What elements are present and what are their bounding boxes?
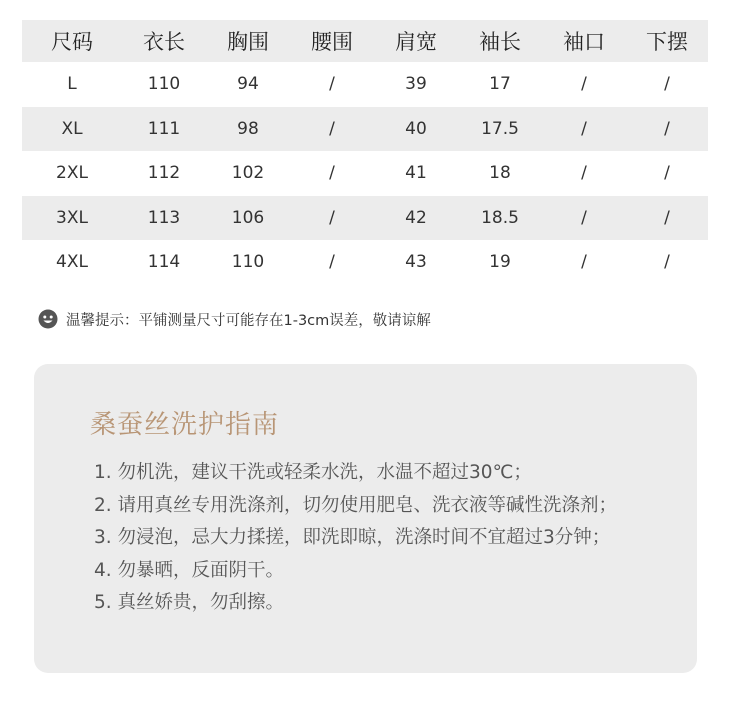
cell-hem: / <box>664 207 670 228</box>
cell-length: 112 <box>147 163 181 184</box>
cell-size: 3XL <box>56 207 88 228</box>
header-shoulder: 肩宽 <box>395 30 437 54</box>
header-waist: 腰围 <box>311 30 353 54</box>
cell-sleeve-length: 18 <box>489 163 511 184</box>
cell-cuff: / <box>581 118 587 139</box>
cell-length: 110 <box>147 74 181 95</box>
size-table-header <box>22 20 708 62</box>
header-length: 衣长 <box>143 30 185 54</box>
cell-cuff: / <box>581 252 587 273</box>
cell-shoulder: 39 <box>405 74 427 95</box>
cell-hem: / <box>664 74 670 95</box>
cell-shoulder: 40 <box>405 118 427 139</box>
table-row <box>22 240 708 285</box>
cell-waist: / <box>329 207 335 228</box>
cell-sleeve-length: 17 <box>489 74 511 95</box>
table-row <box>22 62 708 107</box>
cell-cuff: / <box>581 163 587 184</box>
cell-sleeve-length: 18.5 <box>481 207 519 228</box>
list-item: 2. 请用真丝专用洗涤剂，切勿使用肥皂、洗衣液等碱性洗涤剂； <box>94 494 618 516</box>
header-cuff: 袖口 <box>563 30 605 54</box>
list-item: 4. 勿暴晒，反面阴干。 <box>94 559 285 581</box>
cell-length: 111 <box>147 118 181 139</box>
cell-chest: 94 <box>237 74 259 95</box>
cell-size: L <box>67 74 77 95</box>
smiley-face-icon <box>38 309 58 329</box>
cell-chest: 102 <box>231 163 265 184</box>
table-row <box>22 151 708 196</box>
list-item: 3. 勿浸泡，忌大力揉搓，即洗即晾，洗涤时间不宜超过3分钟； <box>94 527 611 548</box>
cell-sleeve-length: 19 <box>489 252 511 273</box>
table-row <box>22 107 708 152</box>
care-guide-card <box>34 364 697 673</box>
table-row <box>22 196 708 241</box>
cell-length: 113 <box>147 207 181 228</box>
cell-chest: 98 <box>237 118 259 139</box>
cell-sleeve-length: 17.5 <box>481 118 519 139</box>
cell-waist: / <box>329 252 335 273</box>
header-sleeve-length: 袖长 <box>479 30 521 54</box>
cell-waist: / <box>329 74 335 95</box>
header-size: 尺码 <box>51 30 93 54</box>
tip-text: 温馨提示：平铺测量尺寸可能存在1-3cm误差，敬请谅解 <box>66 312 431 329</box>
cell-hem: / <box>664 163 670 184</box>
cell-waist: / <box>329 118 335 139</box>
care-instructions-list <box>94 457 617 620</box>
care-guide-title: 桑蚕丝洗护指南 <box>90 410 280 440</box>
cell-cuff: / <box>581 74 587 95</box>
header-hem: 下摆 <box>646 30 688 54</box>
cell-size: 4XL <box>56 252 88 273</box>
cell-shoulder: 41 <box>405 163 427 184</box>
cell-size: 2XL <box>56 163 88 184</box>
cell-length: 114 <box>147 252 181 273</box>
list-item: 1. 勿机洗，建议干洗或轻柔水洗，水温不超过30℃； <box>94 462 532 483</box>
cell-chest: 106 <box>231 207 265 228</box>
cell-chest: 110 <box>231 252 265 273</box>
cell-waist: / <box>329 163 335 184</box>
cell-shoulder: 43 <box>405 252 427 273</box>
cell-cuff: / <box>581 207 587 228</box>
measurement-tip <box>38 309 431 329</box>
size-table <box>22 20 708 285</box>
list-item: 5. 真丝娇贵，勿刮擦。 <box>94 592 285 613</box>
header-chest: 胸围 <box>227 30 269 54</box>
cell-hem: / <box>664 118 670 139</box>
cell-size: XL <box>61 118 83 139</box>
cell-hem: / <box>664 252 670 273</box>
cell-shoulder: 42 <box>405 207 427 228</box>
